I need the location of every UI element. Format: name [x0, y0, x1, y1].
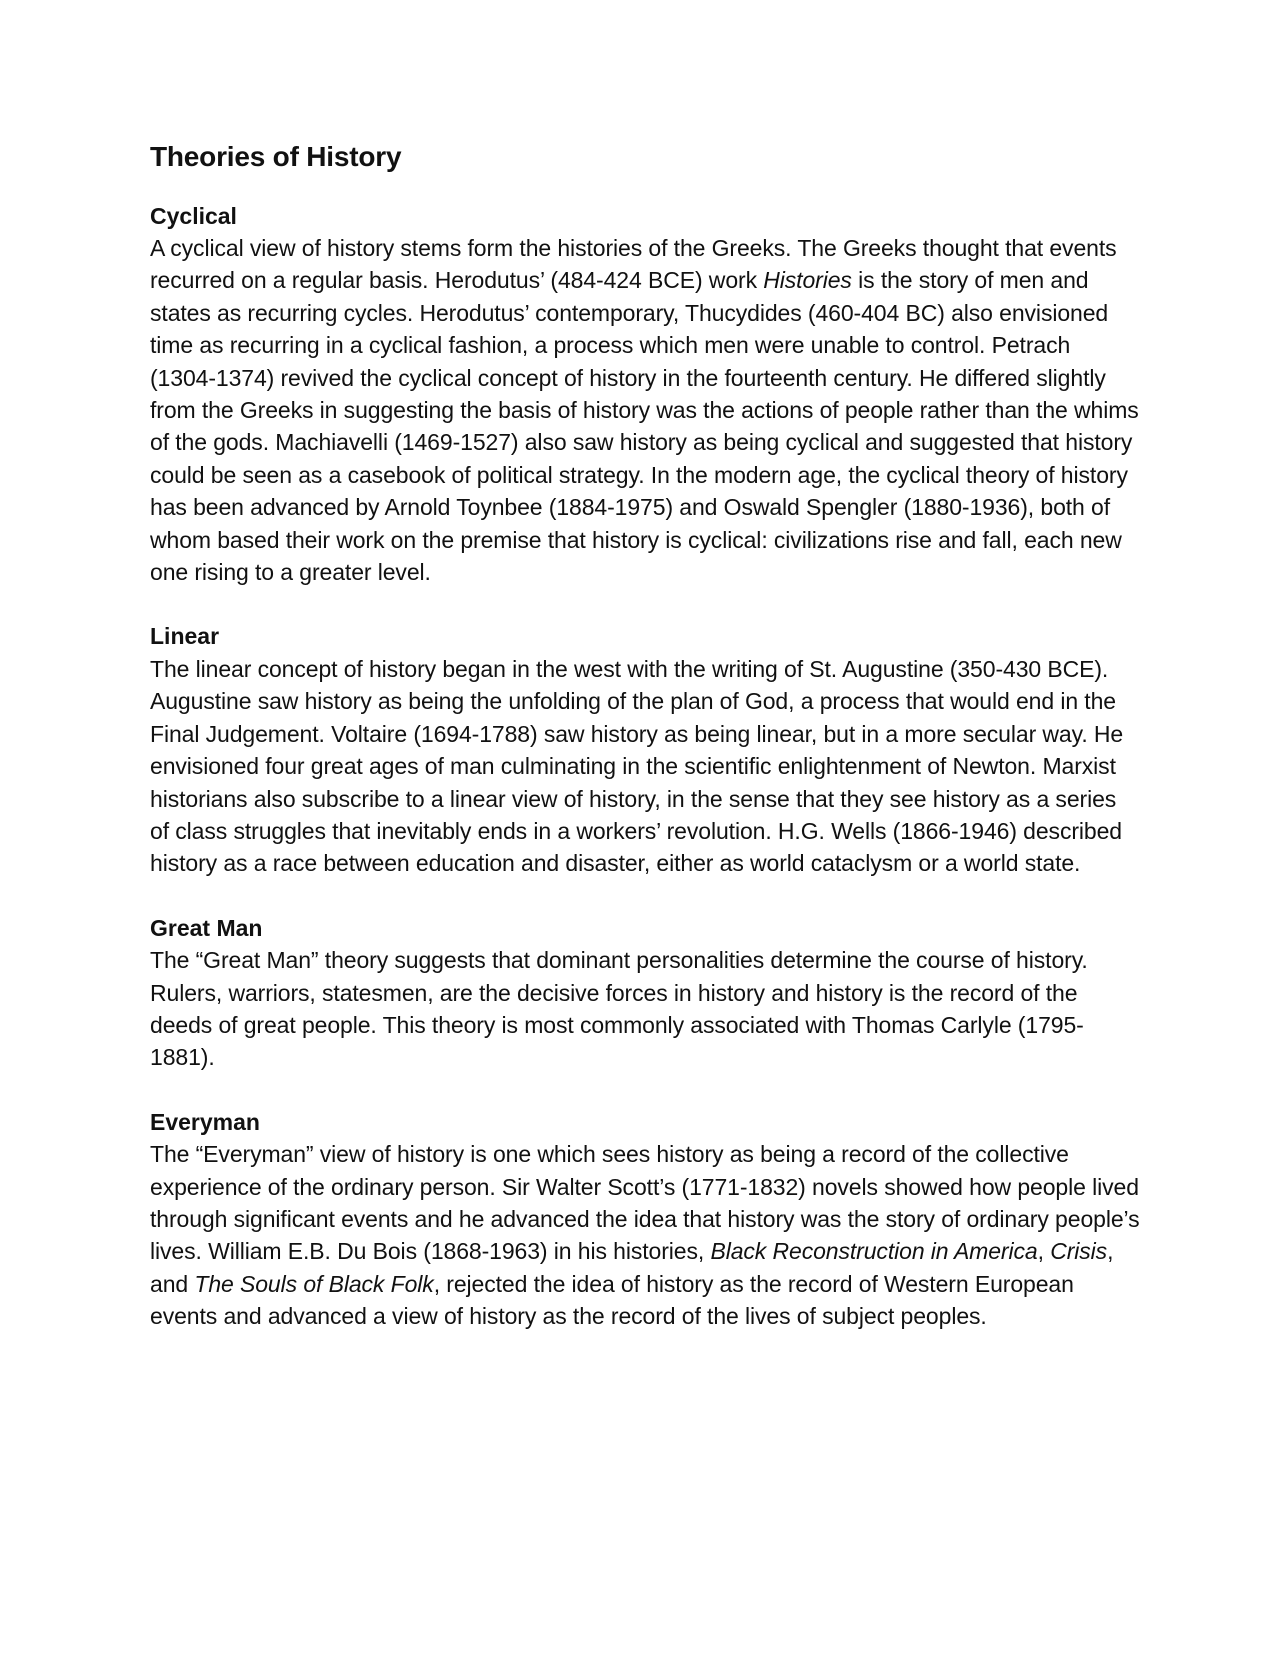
section-body [150, 653, 1140, 880]
body-text: The “Great Man” theory suggests that dominant personalities determine the course of history. Rulers, warriors, statesmen, are the decisive forces in history and history is the record of the deeds of great people. This theory is most commonly associated with Thomas Carlyle (1795-1881). [150, 947, 1088, 1071]
body-text: is the story of men and states as recurring cycles. Herodutus’ contemporary, Thucydides (460-404 BC) also envisioned time as recurring in a cyclical fashion, a process which men were unable to control. Petrach (1304-1374) revived the cyclical concept of history in the fourteenth century. He differed slightly from the Greeks in suggesting the basis of history was the actions of people rather than the whims of the gods. Machiavelli (1469-1527) also saw history as being cyclical and suggested that history could be seen as a casebook of political strategy. In the modern age, the cyclical theory of history has been advanced by Arnold Toynbee (1884-1975) and Oswald Spengler (1880-1936), both of whom based their work on the premise that history is cyclical: civilizations rise and fall, each new one rising to a greater level. [150, 267, 1139, 586]
body-text: The linear concept of history began in the west with the writing of St. Augustine (350-430 BCE). Augustine saw history as being the unfolding of the plan of God, a process that would end in the Final Judgement. Voltaire (1694-1788) saw history as being linear, but in a more secular way. He envisioned four great ages of man culminating in the scientific enlightenment of Newton. Marxist historians also subscribe to a linear view of history, in the sense that they see history as a series of class struggles that inevitably ends in a workers’ revolution. H.G. Wells (1866-1946) described history as a race between education and disaster, either as world cataclysm or a world state. [150, 655, 1124, 877]
section-everyman [150, 1106, 1140, 1333]
book-title-black-reconstruction: Black Reconstruction in America [710, 1238, 1038, 1265]
section-cyclical [150, 200, 1140, 589]
book-title-histories: Histories [763, 267, 852, 294]
section-heading: Cyclical [150, 202, 237, 229]
document-title: Theories of History [150, 141, 402, 172]
section-body [150, 232, 1140, 588]
book-title-crisis: Crisis [1050, 1238, 1108, 1265]
section-heading: Great Man [150, 914, 263, 941]
document-page [150, 140, 1140, 1333]
section-linear [150, 620, 1140, 879]
section-heading: Linear [150, 623, 220, 650]
body-text: , rejected the idea of history as the record of Western European events and advanced a view of history as the record of the lives of subject peoples. [150, 1270, 1074, 1330]
section-great-man [150, 912, 1140, 1074]
book-title-souls-of-black-folk: The Souls of Black Folk [194, 1270, 434, 1297]
body-text: The “Everyman” view of history is one which sees history as being a record of the collective experience of the ordinary person. Sir Walter Scott’s (1771-1832) novels showed how people lived through significant events and he advanced the idea that history was the story of ordinary people’s lives. William E.B. Du Bois (1868-1963) in his histories, [150, 1141, 1140, 1265]
section-heading: Everyman [150, 1108, 260, 1135]
body-text: , [1037, 1238, 1051, 1265]
section-body [150, 1138, 1140, 1332]
body-text: A cyclical view of history stems form the histories of the Greeks. The Greeks thought that events recurred on a regular basis. Herodutus’ (484-424 BCE) work [150, 235, 1117, 294]
body-text: , and [150, 1238, 1114, 1297]
section-body [150, 944, 1140, 1074]
